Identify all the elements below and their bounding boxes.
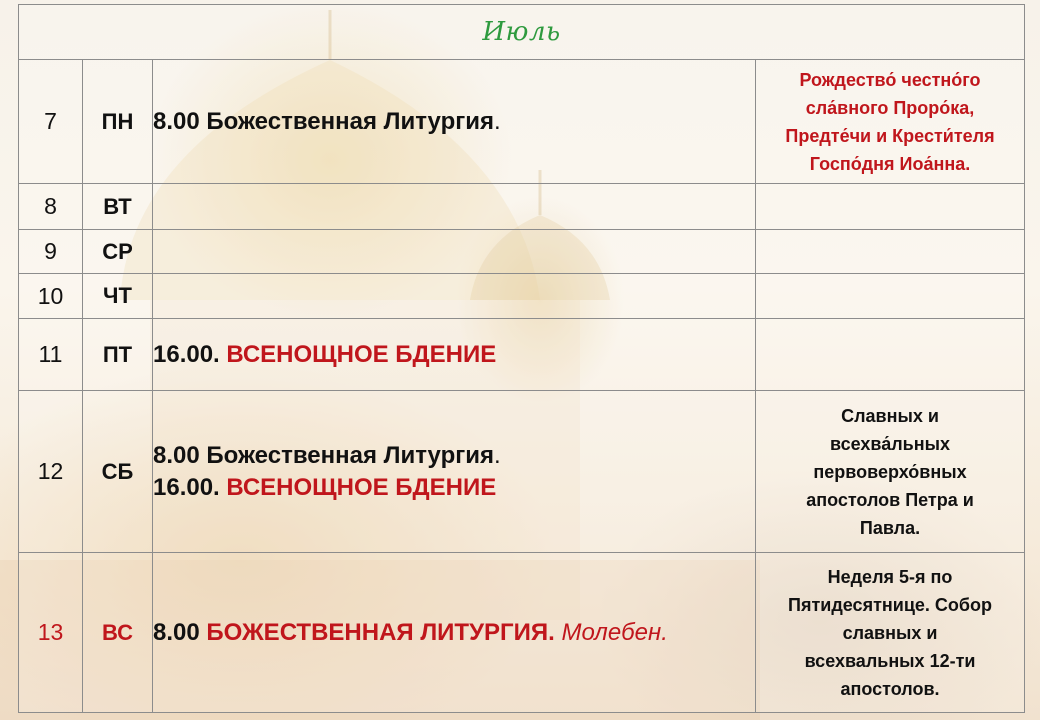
service-line [153,440,755,472]
weekday-cell: ВТ [83,184,153,230]
note-line: первоверхо́вных [813,461,967,482]
service-extra: Молебен. [561,618,668,646]
service-time: 16.00. [153,473,220,501]
feast-note-cell [756,230,1025,274]
services-cell [153,274,756,319]
service-suffix: . [494,441,501,469]
month-title: Июль [19,5,1025,60]
date-cell: 12 [19,391,83,553]
feast-note-cell [756,274,1025,319]
service-name: ВСЕНОЩНОЕ БДЕНИЕ [226,473,497,501]
service-name: Божественная Литургия [206,441,495,469]
feast-note-cell [756,391,1025,553]
schedule-table [18,4,1025,713]
services-cell [153,319,756,391]
table-row [19,553,1025,713]
note-line: славных и [842,622,938,643]
feast-note-cell [756,184,1025,230]
note-line: Рождество́ честно́го [799,69,981,90]
weekday-cell: ВС [83,553,153,713]
service-name: ВСЕНОЩНОЕ БДЕНИЕ [226,340,497,368]
service-line [153,472,755,504]
note-line: апостолов. [840,678,940,699]
note-line: Госпо́дня Иоа́нна. [809,153,971,174]
service-line [153,339,755,371]
note-line: всехва́льных [830,433,951,454]
note-line: всехвальных 12-ти [804,650,976,671]
feast-note-cell [756,553,1025,713]
weekday-cell: СБ [83,391,153,553]
weekday-cell: СР [83,230,153,274]
services-cell [153,391,756,553]
table-row [19,184,1025,230]
weekday-cell: ЧТ [83,274,153,319]
service-time: 8.00 [153,107,200,135]
date-cell: 9 [19,230,83,274]
service-time: 8.00 [153,618,200,646]
note-line: Неделя 5-я по [827,566,953,587]
table-row [19,60,1025,184]
date-cell: 10 [19,274,83,319]
services-cell [153,60,756,184]
table-row [19,319,1025,391]
table-row [19,274,1025,319]
note-line: сла́вного Проро́ка, [805,97,975,118]
services-cell [153,553,756,713]
date-cell: 13 [19,553,83,713]
service-name: БОЖЕСТВЕННАЯ ЛИТУРГИЯ. [206,618,555,646]
service-suffix: . [494,107,501,135]
service-time: 8.00 [153,441,200,469]
date-cell: 7 [19,60,83,184]
feast-note-cell [756,319,1025,391]
services-cell [153,184,756,230]
note-line: апостолов Петра и [806,489,974,510]
note-line: Пятидесятнице. Собор [788,594,992,615]
weekday-cell: ПТ [83,319,153,391]
table-row [19,391,1025,553]
table-row [19,230,1025,274]
weekday-cell: ПН [83,60,153,184]
note-line: Предте́чи и Крести́теля [785,125,995,146]
service-time: 16.00. [153,340,220,368]
services-cell [153,230,756,274]
service-line [153,106,755,138]
feast-note-cell [756,60,1025,184]
service-line [153,617,755,649]
date-cell: 11 [19,319,83,391]
date-cell: 8 [19,184,83,230]
month-header-row [19,5,1025,60]
service-name: Божественная Литургия [206,107,495,135]
note-line: Павла. [859,517,921,538]
note-line: Славных и [841,405,939,426]
